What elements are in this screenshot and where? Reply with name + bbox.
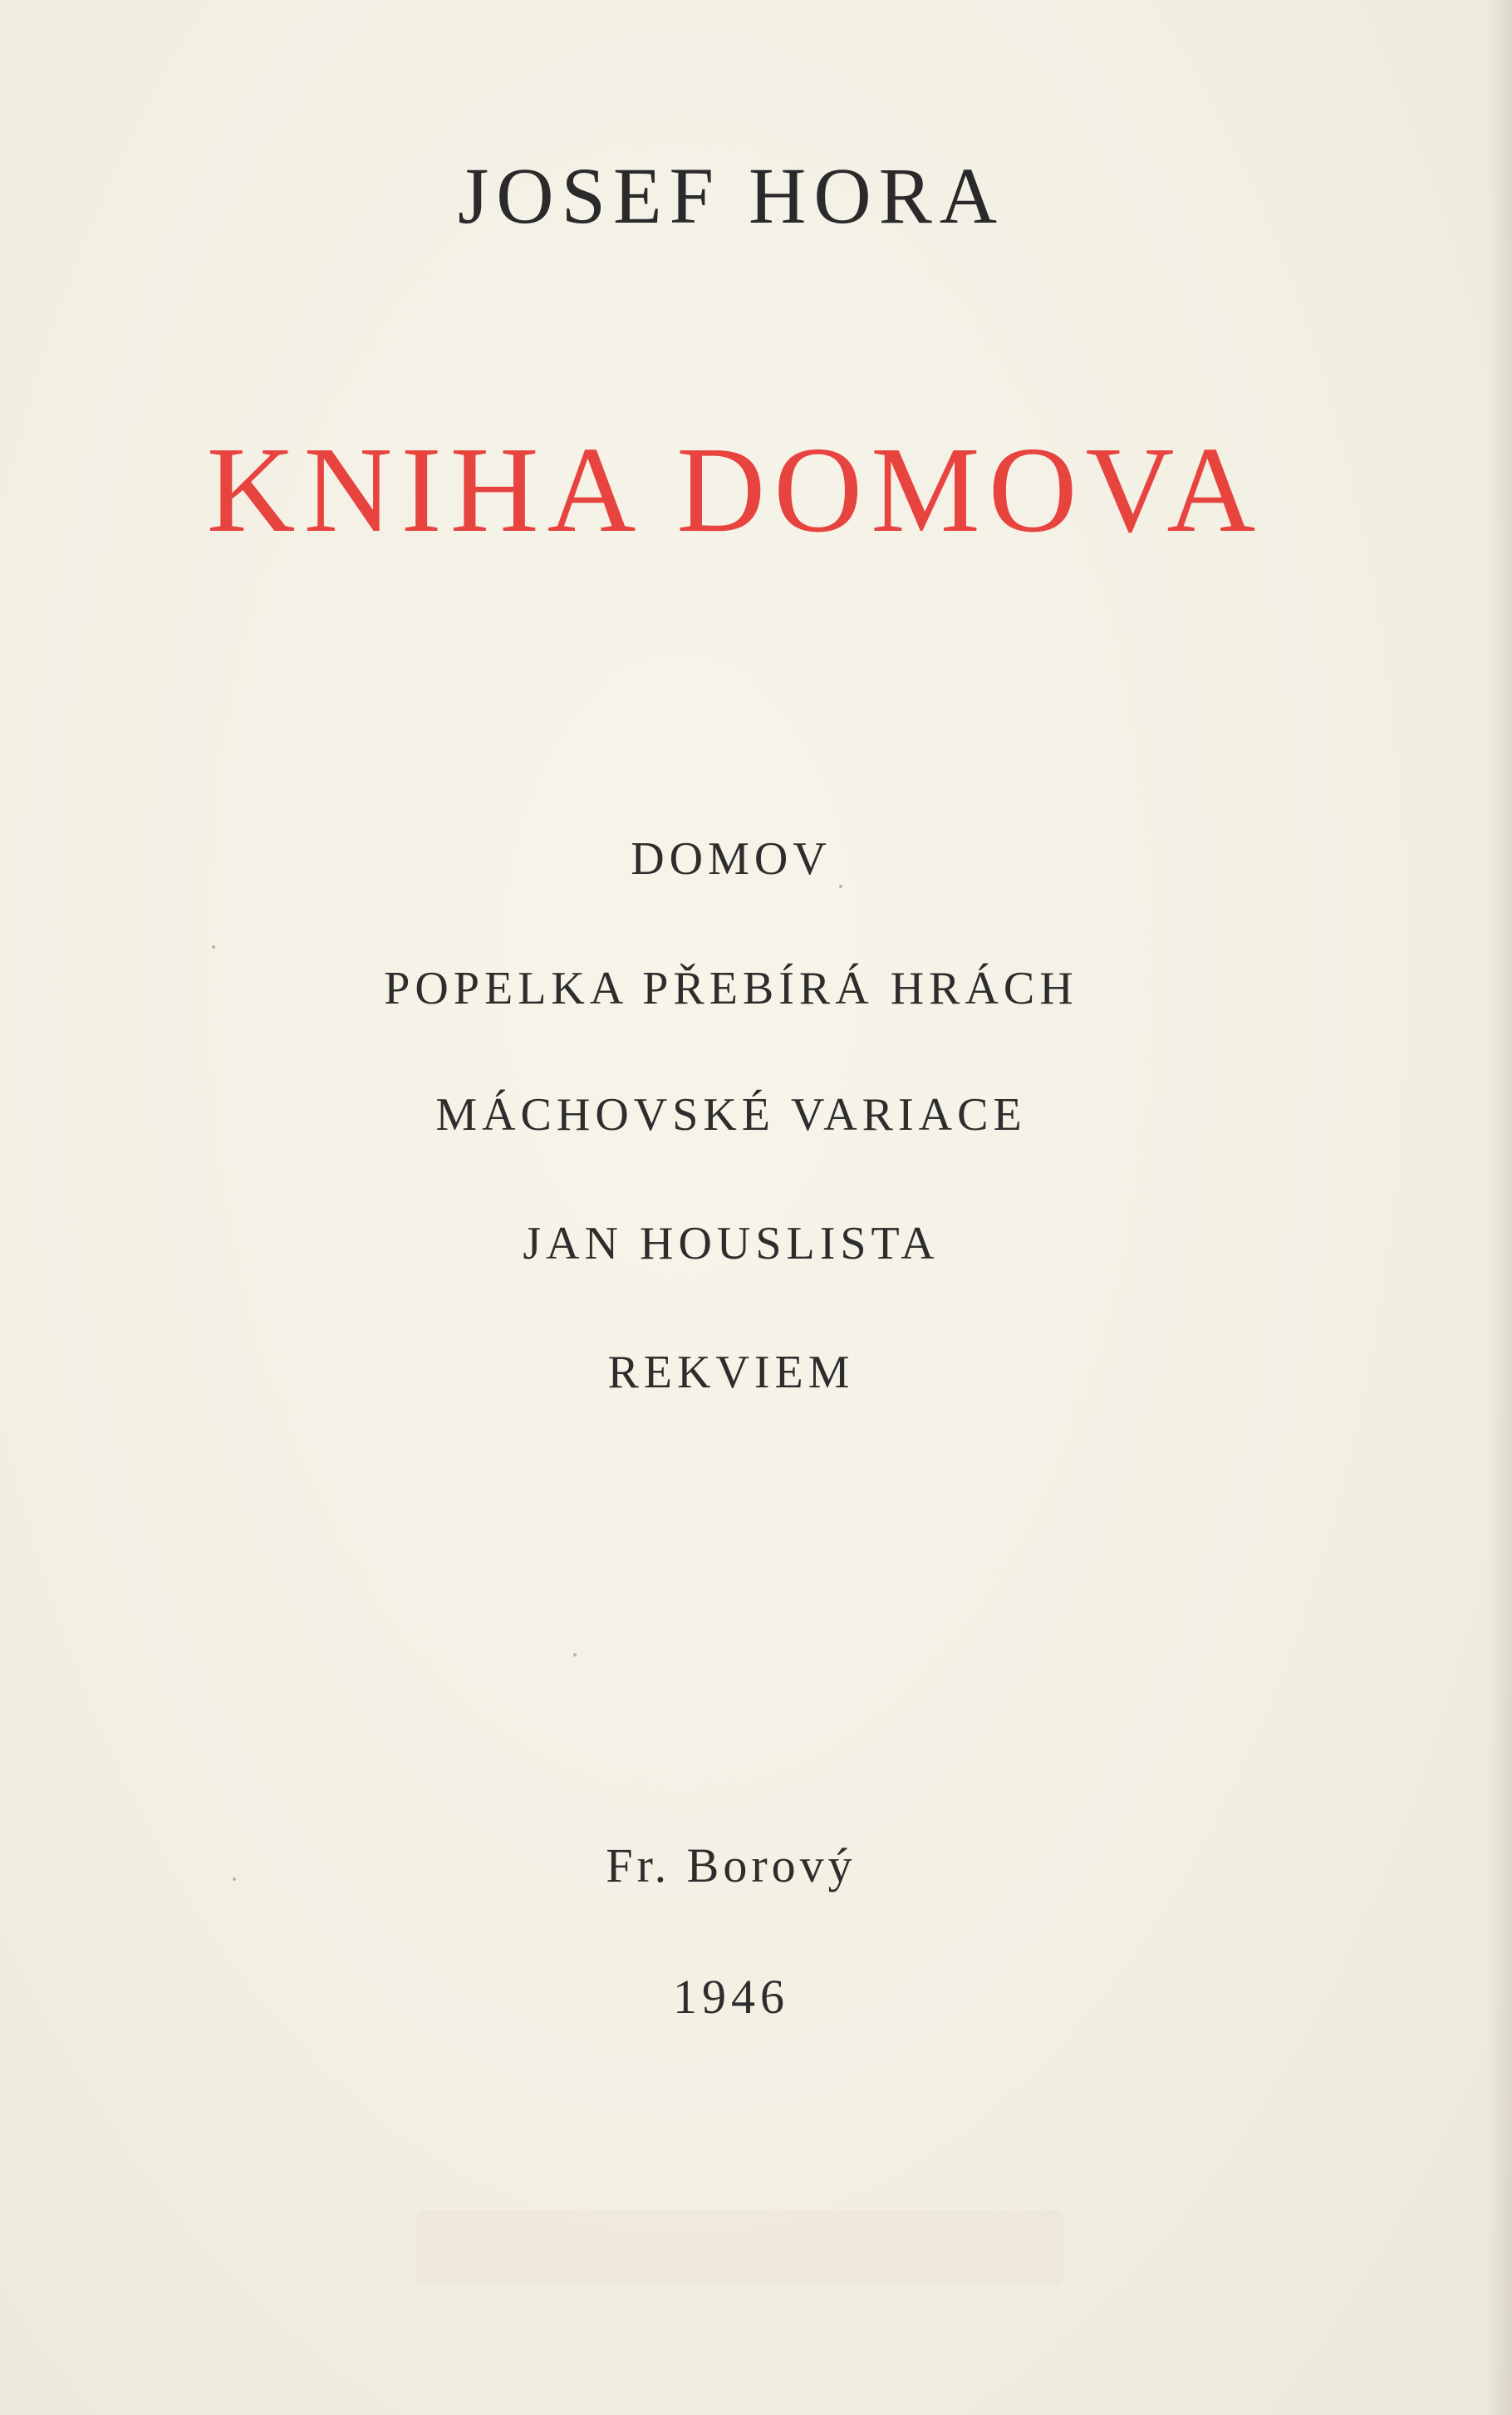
show-through-stamp (415, 2210, 1063, 2285)
publisher-name: Fr. Borový (606, 1838, 857, 1892)
paper-speck (212, 945, 215, 949)
paper-speck (233, 1878, 236, 1881)
paper-speck (839, 885, 842, 888)
contents-item: POPELKA PŘEBÍRÁ HRÁCH (384, 963, 1078, 1014)
page-edge-shadow (1487, 0, 1512, 2415)
book-title: KNIHA DOMOVA (206, 422, 1264, 558)
contents-item: JAN HOUSLISTA (523, 1218, 940, 1269)
author-name: JOSEF HORA (457, 151, 1005, 240)
contents-item: MÁCHOVSKÉ VARIACE (435, 1089, 1027, 1141)
contents-item: REKVIEM (607, 1347, 855, 1398)
paper-speck (573, 1653, 577, 1657)
publication-year: 1946 (673, 1970, 789, 2024)
contents-item: DOMOV (631, 833, 832, 885)
